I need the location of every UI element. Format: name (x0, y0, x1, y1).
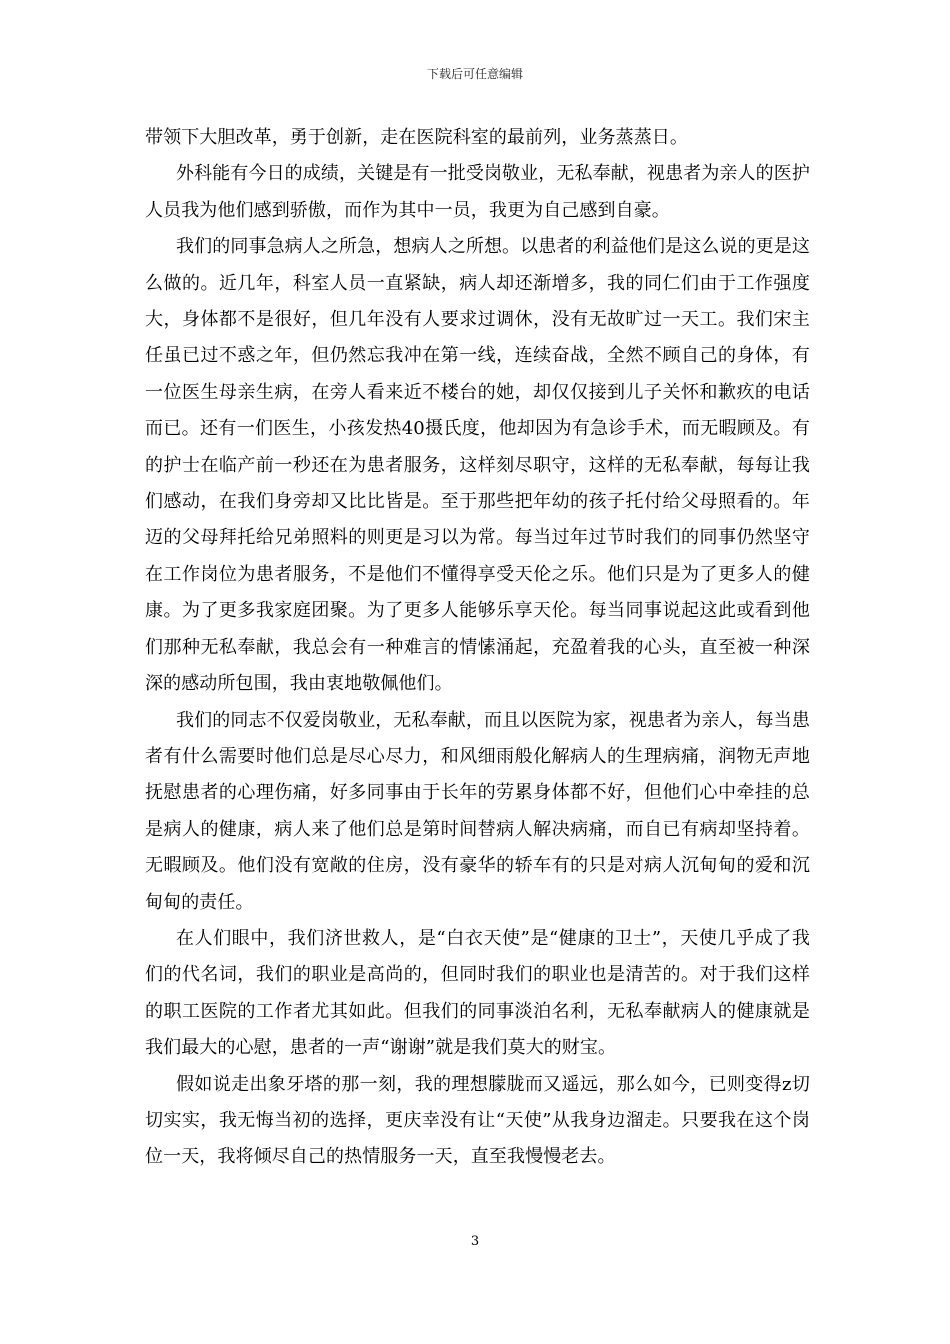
paragraph-2: 外科能有今日的成绩，关键是有一批受岗敬业，无私奉献，视患者为亲人的医护人员我为他们感到骄傲，而作为其中一员，我更为自己感到自豪。 (145, 163, 810, 221)
page-header: 下载后可任意编辑 (426, 67, 523, 81)
paragraph-1: 带领下大胆改革，勇于创新，走在医院科室的最前列，业务蒸蒸日。 (145, 127, 688, 148)
document-body (145, 120, 810, 1176)
paragraph-6: 假如说走出象牙塔的那一刻，我的理想朦胧而又遥远，那么如今，已则变得z切切实实，我无悔当初的选择，更庆幸没有让“天使”从我身边溜走。只要我在这个岗位一天，我将倾尽自己的热情服务一天，直至我慢慢老去。 (145, 1073, 810, 1168)
paragraph-3: 我们的同事急病人之所急，想病人之所想。以患者的利益他们是这么说的更是这么做的。近几年，科室人员一直紧缺，病人却还渐增多，我的同仁们由于工作强度大，身体都不是很好，但几年没有人要求过调休，没有无故旷过一天工。我们宋主任虽已过不惑之年，但仍然忘我冲在第一线，连续奋战，全然不顾自己的身体，有一位医生母亲生病，在旁人看来近不楼台的她，却仅仅接到儿子关怀和歉疚的电话而已。还有一们医生，小孩发热40摄氏度，他却因为有急诊手术，而无暇顾及。有的护士在临产前一秒还在为患者服务，这样刻尽职守，这样的无私奉献，每每让我们感动，在我们身旁却又比比皆是。至于那些把年幼的孩子托付给父母照看的。年迈的父母拜托给兄弟照料的则更是习以为常。每当过年过节时我们的同事仍然坚守在工作岗位为患者服务，不是他们不懂得享受天伦之乐。他们只是为了更多人的健康。为了更多我家庭团聚。为了更多人能够乐享天伦。每当同事说起这此或看到他们那种无私奉献，我总会有一种难言的情愫涌起，充盈着我的心头，直至被一种深深的感动所包围，我由衷地敬佩他们。 (145, 236, 810, 695)
page-number: 3 (470, 1234, 480, 1249)
paragraph-5: 在人们眼中，我们济世救人，是“白衣天使”是“健康的卫士”，天使几乎成了我们的代名词，我们的职业是高尚的，但同时我们的职业也是清苦的。对于我们这样的职工医院的工作者尤其如此。但我们的同事淡泊名利，无私奉献病人的健康就是我们最大的心慰，患者的一声“谢谢”就是我们莫大的财宝。 (145, 927, 810, 1059)
paragraph-4: 我们的同志不仅爱岗敬业，无私奉献，而且以医院为家，视患者为亲人，每当患者有什么需要时他们总是尽心尽力，和风细雨般化解病人的生理病痛，润物无声地抚慰患者的心理伤痛，好多同事由于长年的劳累身体都不好，但他们心中牵挂的总是病人的健康，病人来了他们总是第时间替病人解决病痛，而自已有病却坚持着。无暇顾及。他们没有宽敞的住房，没有豪华的轿车有的只是对病人沉甸甸的爱和沉甸甸的责任。 (145, 709, 810, 913)
